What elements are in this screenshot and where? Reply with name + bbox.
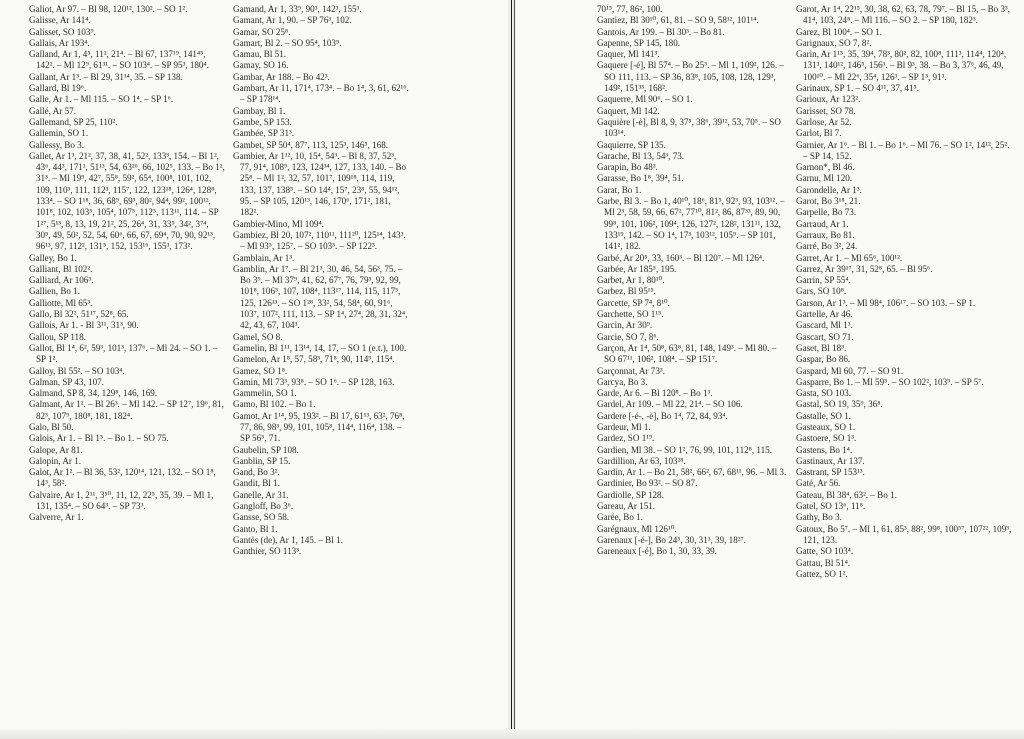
index-entry: Gallemand, SP 25, 110². [29,116,118,127]
index-entry: Gaquière [-è], Bl 8, 9, 37⁵, 38⁶, 39¹², 53, 70⁵. – SO 103¹⁴. [597,116,781,139]
index-entry: Gallais, Ar 193⁴. [29,37,90,48]
index-entry: Garçon, Ar 1⁴, 50⁸, 63⁸, 81, 148, 149³. – Ml 80. – SO 67¹¹, 106², 108⁴. – SP 151⁷. [597,342,777,365]
index-entry: Garignaux, SO 7, 8². [796,37,872,48]
index-entry: Gallois, Ar 1. - Bl 3¹¹, 31³, 90. [29,320,139,331]
right-page [516,0,1024,739]
index-entry: Galman, SP 43, 107. [29,376,104,387]
index-entry: Ganblin, SP 15. [233,455,291,466]
index-entry: Gascard, Ml 1³. [796,320,853,331]
index-entry: Gateau, Bl 38⁴, 63². – Bo 1. [796,489,897,500]
index-entry: Gardinier, Bo 93². – SO 87. [597,478,698,489]
index-entry: Ganthier, SO 113³. [233,546,302,557]
index-entry: Gastens, Bo 1⁴. [796,444,853,455]
index-entry: Garcya, Bo 3. [597,376,648,387]
index-entry: Galliotte, Ml 65³. [29,297,93,308]
index-entry: Galisset, SO 103⁹. [29,26,96,37]
index-entry: Gattez, SO 1². [796,568,848,579]
index-entry: Galois, Ar 1. – Bl 1⁵. – Bo 1. – SO 75. [29,433,169,444]
index-entry: Gamin, Ml 73³, 93⁸. – SO 1⁶. – SP 128, 163. [233,376,395,387]
index-entry: Gamelon, Ar 1⁸, 57, 58³, 71⁸, 90, 114⁹, 115⁴. [233,354,395,365]
index-entry: Gamo, Bl 102. – Bo 1. [233,399,316,410]
index-entry: Gaquerre, Ml 90⁶. – SO 1. [597,94,693,105]
index-entry: Gandit, Bl 1. [233,478,280,489]
index-entry: Garinaux, SP 1. – SO 4¹¹, 37, 41⁵. [796,83,919,94]
page-gutter [508,0,516,739]
index-entry: Garbée, Ar 185⁵, 195. [597,263,677,274]
index-entry: Garrez, Ar 39¹⁷, 31, 52⁸, 65. – Bl 95⁶. [796,263,933,274]
index-entry: Garlot, Bl 7. [796,128,842,139]
index-entry: Gaté, Ar 56. [796,478,841,489]
index-entry: Galverre, Ar 1. [29,512,84,523]
index-entry: Garde, Ar 6. – Bl 120⁸. – Bo 1³. [597,388,713,399]
index-entry: Gastrant, SP 153¹³. [796,467,865,478]
index-entry: Gars, SO 10⁸. [796,286,847,297]
index-entry: Garson, Ar 1³. – Ml 98⁴, 106¹⁷. – SO 103. – SP 1. [796,297,976,308]
index-entry: Gardiolle, SP 128. [597,489,664,500]
index-entry: Gallard, Bl 19⁶. [29,83,87,94]
index-entry: Gaspard, Ml 60, 77. – SO 91. [796,365,904,376]
index-entry: Gamand, Ar 1, 33⁹, 90³, 142³, 155³. [233,4,362,14]
index-entry: Ganelle, Ar 31. [233,489,289,500]
index-entry: Garcie, SO 7, 8⁶. [597,331,659,342]
index-entry: Galiot, Ar 97. – Bl 98, 120¹², 130². – SO 1². [29,4,188,14]
index-entry: Galland, Ar 1, 4⁵, 11², 21⁴. – Bl 67, 137¹⁹, 141⁴⁵, 142². – Ml 12⁹, 61³¹. – SO 103⁴. – SP 95³, 180⁴. [29,49,209,71]
index-entry: Garez, Bl 100⁴. – SO 1. [796,26,883,37]
index-entry: Gamau, Bl 51. [233,49,287,60]
index-entry: Garcette, SP 7⁴, 8¹⁰. [597,297,670,308]
index-entry: Galley, Bo 1. [29,252,77,263]
index-entry: Gamant, Ar 1, 90. – SP 76³, 102. [233,15,352,26]
index-entry: Gardel, Ar 109. – Ml 22, 21⁴. – SO 106. [597,399,743,410]
index-entry: Gallien, Bo 1. [29,286,81,297]
index-entry: Garenaux [-é-], Bo 24⁵, 30, 31³, 39, 18²⁷. [597,534,746,545]
index-entry: Gatte, SO 103⁴. [796,546,854,557]
index-entry: Gardere [-é-, -è], Bo 1⁴, 72, 84, 93⁴. [597,410,728,421]
index-entry: Garraud, Ar 1. [796,218,849,229]
index-entry: Garré, Bo 3², 24. [796,241,858,252]
index-entry: Gamay, SO 16. [233,60,289,71]
index-entry: Garisset, SO 78. [796,105,856,116]
index-entry: Garraux, Bo 81. [796,229,855,240]
index-entry: Gardez, SO 1¹⁹. [597,433,655,444]
index-entry: Gartelle, Ar 46. [796,309,853,320]
index-entry: Gareneaux [-é], Bo 1, 30, 33, 39. [597,546,717,557]
index-entry: Garbet, Ar 1, 80¹⁰. [597,275,665,286]
index-entry: Garnon*, Bl 46. [796,162,855,173]
index-entry: Galo, Bl 50. [29,421,74,432]
index-entry: Garcin, Ar 30⁹. [597,320,653,331]
index-entry: Garrin, SP 55⁴. [796,275,851,286]
index-entry: Gamblain, Ar 1³. [233,252,295,263]
index-entry: Gardin, Ar 1. – Bo 21, 58², 66², 67, 68¹¹, 96. – Ml 3. [597,467,787,478]
index-column-4 [796,4,1014,734]
index-entry: Gardillion, Ar 63, 103²⁸. [597,455,686,466]
index-column-1 [29,4,225,734]
index-entry: Gantois, Ar 199. – Bl 30³. – Bo 81. [597,26,725,37]
index-entry: Gambet, SP 50⁴, 87⁷, 113, 125³, 146⁵, 168. [233,139,389,150]
index-entry: Gasta, SO 103. [796,388,852,399]
index-entry: Gantès (de), Ar 1, 145. – Bl 1. [233,534,343,545]
index-entry: Garondelle, Ar 1³. [796,184,862,195]
index-entry: Garçonnat, Ar 73³. [597,365,665,376]
index-entry: Gamblin, Ar 1⁷. – Bl 21³, 30, 46, 54, 56³, 75. – Bo 3⁹. – Ml 37⁹, 41, 62, 67⁷, 76, 79³, 92, 99, 101⁸, 106⁵, 107, 108⁴, 113¹⁷, 114, 115, 117⁵, 125, 126¹³. – SO 1²⁸, 33², 54, 58⁴, 60, 91⁶, 103⁷, 107², 111, 113. – SP 1⁴, 27⁴, 28, 31, 32⁴, 42, 43, 67, 104³. [233,263,408,331]
index-entry: Gascart, SO 71. [796,331,854,342]
index-entry: Galliard, Ar 106³. [29,275,94,286]
index-entry: Gamar, SO 25⁸. [233,26,291,37]
index-entry: Ganto, Bl 1. [233,523,278,534]
index-entry: Gand, Bo 3². [233,467,280,478]
index-entry: Gambiez, Bl 20, 107², 110¹¹, 111²⁰, 125¹⁴, 143³. – Ml 93⁵, 125⁷. – SO 103³. – SP 122³. [233,229,406,252]
index-entry: Gaset, Bl 18³. [796,342,847,353]
index-entry: Gambe, SP 153. [233,116,292,127]
index-entry: Gastoere, SO 1³. [796,433,857,444]
index-entry: Galliant, Bl 102². [29,263,93,274]
index-entry: Gallessy, Bo 3. [29,139,84,150]
index-entry: Garlose, Ar 52. [796,116,852,127]
index-entry: Gambier-Mino, Ml 109⁴. [233,218,324,229]
index-entry: Gansse, SO 58. [233,512,290,523]
index-entry: Gambay, Bl 1. [233,105,286,116]
index-entry: Garin, Ar 1¹⁵, 35, 39⁴, 78³, 80², 82, 100⁸, 111³, 114⁴, 120⁴, 131³, 140¹², 146⁵, 156³. – Bl 9³, 38. – Bo 3, 37⁶, 46, 49, 100¹⁰. – Ml 22⁶, 35⁴, 126³. – SP 1³, 91³. [796,49,1007,82]
index-entry: Gallé, Ar 57. [29,105,76,116]
index-entry: Gangloff, Bo 3⁶. [233,501,294,512]
index-entry: Garioux, Ar 123². [796,94,861,105]
index-entry: Gambée, SP 31³. [233,128,294,139]
index-entry: Garnu, Ml 120. [796,173,853,184]
index-entry: Gastinaux, Ar 137. [796,455,865,466]
index-entry: Gamot, Ar 1¹⁴, 95, 193². – Bl 17, 61¹³, 63², 76⁸, 77, 86, 98³, 99, 101, 105⁸, 114⁴, 116⁴, 138. – SP 56⁵, 71. [233,410,405,444]
scan-bottom-edge [0,729,1024,739]
index-entry: Galloy, Bl 55². – SO 103⁴. [29,365,125,376]
index-entry: Garret, Ar 1. – Ml 65⁶, 100¹². [796,252,903,263]
index-entry: Gallemin, SO 1. [29,128,89,139]
index-column-2 [233,4,409,734]
index-entry: Gaquert, Ml 142. [597,105,660,116]
index-entry: Garégnaux, Ml 126¹⁰. [597,523,677,534]
index-entry: Gareau, Ar 151. [597,501,656,512]
index-entry: Galle, Ar 1. – Ml 115. – SO 1⁴. – SP 1⁶. [29,94,174,105]
index-entry: Gaquierre, SP 135. [597,139,666,150]
index-entry: Gambier, Ar 1¹², 10, 15⁴, 54³. – Bl 8, 37, 52³, 77, 91⁴, 108⁹, 123, 124³⁴, 127, 133, 140. – Bo 25⁸. – Ml 1², 32, 57, 101⁷, 109¹⁸, 114, 119, 133, 137, 138⁵. – SO 14⁴, 15⁷, 23⁸, 55, 94¹², 95. – SP 105, 120¹³, 146, 170⁶, 171², 181, 182². [233,150,407,218]
index-entry: Garbez, Bl 95¹⁵. [597,286,656,297]
index-entry: Gamez, SO 1⁸. [233,365,288,376]
index-entry: Gasparre, Bo 1. – Ml 59⁵. – SO 102², 103⁹. – SP 5⁷. [796,376,984,387]
index-entry: Gallot, Bl 1⁴, 6², 59³, 101³, 137⁶. – Ml 24. – SO 1. – SP 1². [29,342,218,365]
index-entry: Garapin, Bo 48³. [597,162,658,173]
index-entry: Gallou, SP 118. [29,331,86,342]
index-entry: Gaquere [-é], Bl 57⁴. – Bo 25³. – Ml 1, 109², 126. – SO 111, 113. – SP 36, 83⁸, 105, 108, 128, 129³, 149², 151³³, 168². [597,60,784,94]
index-entry: Gallo, Bl 32², 51¹⁷, 52⁸, 65. [29,309,129,320]
index-entry: Gallant, Ar 1³. – Bl 29, 31¹⁴, 35. – SP 138. [29,71,183,82]
index-entry: Gastal, SO 19, 35⁹, 36⁸. [796,399,883,410]
index-entry: Galmant, Ar 1². – Bl 26³. – Ml 142. – SP 12⁷, 19⁶, 81, 82³, 107⁹, 180⁸, 181, 182⁴. [29,399,224,421]
index-entry: Gasteaux, SO 1. [796,421,856,432]
index-entry: Garot, Bo 3¹⁸, 21. [796,196,861,207]
index-entry: Garbe, Bl 3. – Bo 1, 40¹⁰, 18⁶, 81⁵, 92³, 93, 103¹². – Ml 2³, 58, 59, 66, 67², 77¹⁰, 81², 86, 87³³, 89, 90, 99⁸, 101, 106², 109⁴, 126, 127², 128², 131¹¹, 132, 133¹⁹, 142. – SO 1⁴, 17³, 103¹², 105⁹. – SP 101, 141², 182. [597,196,785,252]
index-entry: Galopin, Ar 1. [29,455,82,466]
index-entry: Gaubelin, SP 108. [233,444,299,455]
index-entry: Gantiez, Bl 30¹⁰, 61, 81. – SO 9, 58¹², 101¹⁴. [597,15,759,26]
left-page [0,0,508,739]
index-entry: Gambart, Ar 11, 171⁴, 173⁴. – Bo 1⁴, 3, 61, 62¹⁶. – SP 178¹⁴. [233,83,409,105]
index-entry: Gamelin, Bl 1¹¹, 13¹⁴, 14, 17, – SO 1 (e.t.), 100. [233,342,407,353]
index-entry: Gamart, Bl 2. – SO 95⁴, 103⁹. [233,37,342,48]
index-entry: Gathy, Bo 3. [796,512,842,523]
index-entry: Garbé, Ar 20⁵, 33, 160³. – Bl 120⁷. – Ml 126⁴. [597,252,765,263]
index-entry: Gardien, Ml 38. – SO 1², 76, 99, 101, 112⁸, 115. [597,444,772,455]
index-entry: Gattau, Bl 51⁴. [796,557,851,568]
index-entry: Gatoux, Bo 5⁷. – Ml 1, 61, 85³, 88², 99⁸, 100⁵⁷, 107²², 109³, 121, 123. [796,523,1012,545]
index-entry: Garache, Bl 13, 54³, 73. [597,150,685,161]
index-entry: Gatel, SO 13⁶, 11⁸. [796,501,866,512]
index-entry: Galisse, Ar 141⁴. [29,15,91,26]
index-entry: Gaspar, Bo 86. [796,354,851,365]
index-entry: Garchette, SO 1¹⁵. [597,309,664,320]
index-entry: Galot, Ar 1². – Bl 36, 53², 120¹⁴, 121, 132. – SO 1⁸, 14³, 58². [29,467,216,489]
index-entry: Gambar, Ar 188. – Bo 42³. [233,71,330,82]
index-entry: Gammelin, SO 1. [233,388,297,399]
index-entry: Gallet, Ar 1³, 21², 37, 38, 41, 52², 133³, 154. – Bl 1², 43⁶, 44³, 171¹, 51¹³, 54, 63²⁶, 66, 102⁵, 133. – Bo 1², 31³. – Ml 19⁹, 42⁷, 55⁸, 59², 65⁴, 100⁸, 101, 102, 109, 110³, 111, 112³, 115⁷, 122, 123¹⁸, 126⁴, 128⁸, 133⁴. – SO 1¹⁸, 36, 68⁹, 69³, 80², 94⁴, 99², 100¹², 101⁸, 102, 103⁵, 105⁴, 107⁵, 112⁵, 113¹¹, 114. – SP 1²⁷, 5¹³, 8, 13, 19, 21², 25, 26⁴, 31, 33⁵, 34², 3⁷⁴, 30⁵, 49, 50², 52, 54, 60⁶, 66, 67, 69⁴, 70, 90, 92¹³, 96¹³, 97, 112², 131⁵, 152, 153¹⁶, 155³, 173². [29,150,225,252]
index-entry: Garée, Bo 1. [597,512,643,523]
index-entry: Galvaire, Ar 1, 2¹¹, 3⁵⁰, 11, 12, 22⁵, 35, 39. – Ml 1, 131, 135⁴. – SO 64³. – SP 73³. [29,489,214,512]
index-entry: Gapenne, SP 145, 180. [597,37,681,48]
index-entry: Garnier, Ar 1⁶. – Bl 1. – Bo 1⁶. – Ml 76. – SO 1², 14¹², 25². – SP 14, 152. [796,139,1010,161]
index-entry: Garpelle, Bo 73. [796,207,857,218]
index-entry: Garat, Bo 1. [597,184,642,195]
index-entry: Gaquer, Ml 141³. [597,49,660,60]
index-entry: Galmand, SP 8, 34, 129⁸, 146, 169. [29,388,158,399]
index-entry: Garot, Ar 1⁴, 22¹⁵, 30, 38, 62, 63, 78, 79⁷. – Bl 15, – Bo 3³, 41⁴, 103, 24⁸. – Ml 116. – SO 2. – SP 180, 182³. [796,4,1011,26]
index-entry: Galope, Ar 81. [29,444,83,455]
index-entry: Gamel, SO 8. [233,331,283,342]
index-entry: Gastalle, SO 1. [796,410,852,421]
index-entry: 70¹⁵, 77, 86², 100. [597,4,663,14]
index-entry: Gardeur, Ml 1. [597,421,651,432]
index-column-3 [597,4,788,734]
index-entry: Garasse, Bo 1⁸, 39⁴, 51. [597,173,684,184]
